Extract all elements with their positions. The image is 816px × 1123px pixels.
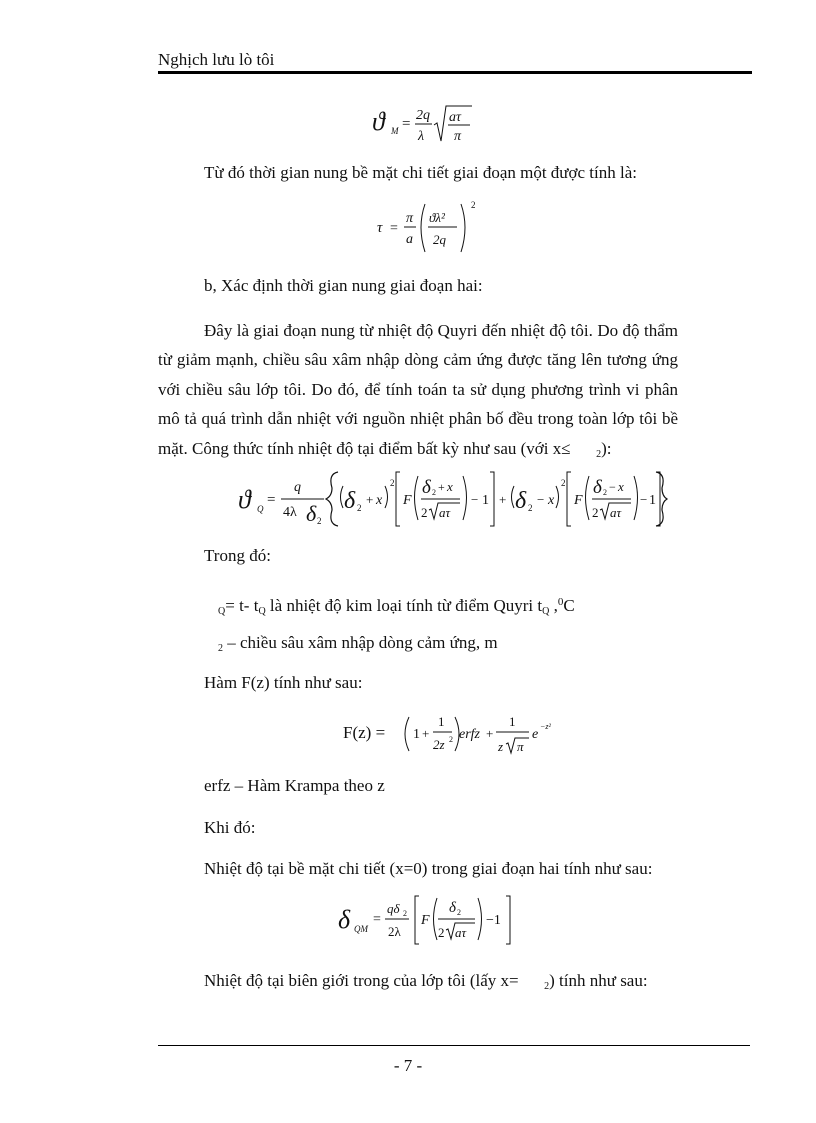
eq2-equals: = — [390, 221, 398, 236]
eq5-inner-num: δ — [449, 900, 456, 916]
eq2-inner-num: ϑλ² — [429, 210, 445, 225]
eq3-pow-b: 2 — [561, 478, 566, 488]
eq1-equals: = — [402, 116, 411, 132]
eq2-num: π — [406, 211, 414, 226]
eq1-num: 2q — [416, 108, 430, 123]
equation-tau — [375, 196, 505, 260]
def1-sub3: Q — [542, 606, 550, 617]
eq3-den-delta: δ — [306, 501, 317, 526]
eq4-erfz: erfz — [459, 727, 480, 742]
def1-sub2: Q — [258, 606, 266, 617]
line-boundary-temp — [204, 971, 648, 997]
boundary-b: ) tính như sau: — [549, 971, 648, 990]
eq1-den: λ — [418, 129, 425, 144]
equation-theta-m — [360, 92, 520, 150]
eq3-atau-b: aτ — [610, 505, 622, 520]
eq4-e: e — [532, 727, 539, 742]
eq3-plus-a: + — [366, 492, 374, 507]
eq4-one: 1 — [413, 727, 420, 742]
eq2-inner-den: 2q — [433, 232, 446, 247]
definition-delta-2 — [218, 633, 498, 659]
eq3-num: q — [294, 480, 301, 495]
eq4-frac2-num: 1 — [509, 714, 516, 729]
eq5-F: F — [421, 913, 430, 928]
footer-rule — [158, 1045, 750, 1046]
eq5-minus-one: −1 — [486, 913, 501, 928]
eq1-rad-top: aτ — [449, 110, 462, 125]
eq3-minus-a: − — [471, 492, 479, 507]
eq3-delta-a: δ — [344, 488, 356, 514]
eq5-lhs: δ — [338, 905, 351, 934]
eq3-lhs: ϑ — [238, 485, 251, 514]
boundary-sub: 2 — [544, 981, 550, 992]
eq4-frac2-z: z — [498, 739, 504, 754]
header-rule — [158, 71, 752, 74]
eq3-plus-mid: + — [499, 492, 507, 507]
eq5-equals: = — [373, 912, 381, 927]
eq4-plus-a: + — [422, 726, 430, 741]
eq3-minus-c: − — [640, 492, 648, 507]
eq3-two-a: 2 — [421, 505, 428, 520]
eq5-two: 2 — [438, 925, 445, 940]
line-time-stage1: Từ đó thời gian nung bề mặt chi tiết giai đoạn một được tính là: — [204, 163, 637, 182]
line-stage2-heading: b, Xác định thời gian nung giai đoạn hai: — [204, 276, 483, 295]
eq3-one-b: 1 — [649, 493, 656, 508]
eq4-plus-b: + — [486, 726, 494, 741]
eq5-den: 2λ — [388, 924, 401, 939]
eq3-one-a: 1 — [482, 493, 489, 508]
eq5-atau: aτ — [455, 925, 467, 940]
eq3-equals: = — [267, 492, 276, 508]
eq1-lhs: ϑ — [372, 107, 385, 136]
eq4-frac2-pi: π — [517, 739, 524, 754]
eq5-lhs-sub: QM — [354, 924, 368, 934]
def1-sub: Q — [218, 606, 226, 617]
eq3-sub-a: 2 — [357, 503, 362, 513]
equation-theta-q — [226, 466, 666, 530]
eq3-x-a: x — [376, 493, 383, 508]
def1-a: = t- t — [225, 596, 259, 615]
definition-theta-q — [218, 592, 575, 622]
eq3-x-b: x — [548, 493, 555, 508]
eq3-F-a: F — [403, 493, 412, 508]
boundary-a: Nhiệt độ tại biên giới trong của lớp tôi (lấy x= — [204, 971, 519, 990]
eq3-minus-b: − — [537, 492, 545, 507]
eq3-delta-num-a: δ — [422, 477, 431, 498]
eq4-frac1-pow: 2 — [449, 735, 453, 744]
eq5-num: qδ — [387, 901, 400, 916]
eq5-inner-sub: 2 — [457, 908, 461, 917]
eq3-delta-num-b: δ — [593, 477, 602, 498]
eq3-two-b: 2 — [592, 505, 599, 520]
line-surface-temp: Nhiệt độ tại bề mặt chi tiết (x=0) trong giai đoạn hai tính như sau: — [204, 859, 653, 878]
eq4-frac1-den: 2z — [433, 737, 445, 752]
eq3-sub-b: 2 — [528, 503, 533, 513]
paragraph-end: ): — [601, 438, 612, 458]
def1-sup: 0 — [557, 596, 564, 608]
eq5-num-sub: 2 — [403, 909, 407, 918]
def1-b: là nhiệt độ kim loại tính từ điểm Quyri t — [265, 596, 543, 615]
paragraph-stage2-description — [158, 316, 678, 469]
line-khi-do: Khi đó: — [204, 818, 256, 837]
eq2-power: 2 — [471, 200, 476, 210]
def2-text: – chiều sâu xâm nhập dòng cảm ứng, m — [223, 633, 498, 652]
eq3-den-sub: 2 — [317, 516, 322, 526]
def2-sub: 2 — [218, 643, 223, 654]
eq2-lhs: τ — [377, 220, 383, 236]
eq3-F-b: F — [574, 493, 583, 508]
def1-c: , — [549, 596, 558, 615]
eq3-delta-b: δ — [515, 488, 527, 514]
line-erfz: erfz – Hàm Krampa theo z — [204, 776, 385, 795]
eq3-lhs-sub: Q — [257, 504, 264, 514]
eq3-x-num-b: x — [618, 479, 624, 494]
eq4-label: F(z) = — [343, 723, 386, 742]
equation-delta-qm — [338, 890, 548, 950]
paragraph-body: Đây là giai đoạn nung từ nhiệt độ Quyri đến nhiệt độ tôi. Do độ thẩm từ giảm mạnh, chiều sâu xâm nhập dòng cảm ứng được tăng lên tương ứng với chiều sâu lớp tôi. Do đó, để tính toán ta sử dụng phương trình vi phân mô tả quá trình dẫn nhiệt với nguồn nhiệt phân bố đều trong toàn lớp tôi bề mặt. Công thức tính nhiệt độ tại điểm bất kỳ như sau (với x≤ — [158, 321, 678, 458]
eq4-frac1-num: 1 — [438, 714, 445, 729]
eq3-plus-num-a: + — [438, 480, 445, 494]
eq2-den: a — [406, 232, 413, 247]
eq3-sub-num-b: 2 — [603, 488, 607, 497]
line-trong-do: Trong đó: — [204, 546, 271, 565]
paragraph-sub: 2 — [596, 448, 602, 460]
line-ham-fz: Hàm F(z) tính như sau: — [204, 673, 363, 692]
page-header-title: Nghịch lưu lò tôi — [158, 50, 275, 69]
eq1-rad-bot: π — [454, 129, 462, 144]
equation-fz — [343, 705, 563, 765]
eq3-den: 4λ — [283, 505, 297, 520]
def1-d: C — [563, 596, 575, 615]
eq3-atau-a: aτ — [439, 505, 451, 520]
eq3-x-num-a: x — [447, 479, 453, 494]
eq4-exp: −z² — [540, 722, 551, 731]
eq3-sub-num-a: 2 — [432, 488, 436, 497]
page-number: - 7 - — [393, 1056, 423, 1075]
eq3-pow-a: 2 — [390, 478, 395, 488]
eq1-lhs-sub: M — [391, 126, 399, 136]
eq3-minus-num-b: − — [609, 480, 616, 494]
